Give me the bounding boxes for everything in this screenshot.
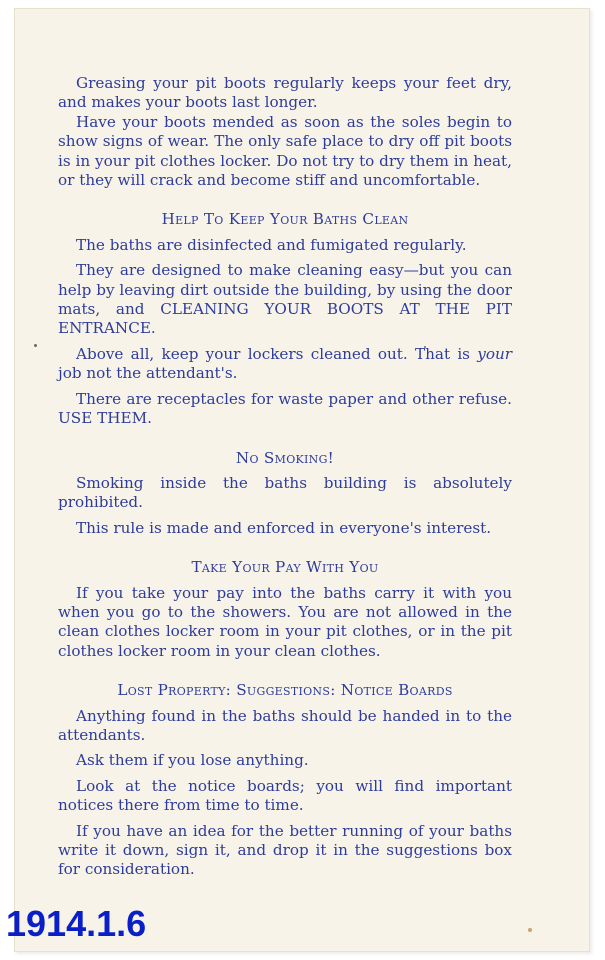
lockers-text-emphasis: your bbox=[477, 344, 512, 363]
paragraph-ask-them: Ask them if you lose anything. bbox=[76, 751, 309, 770]
intro-paragraph-boots-grease: Greasing your pit boots regularly keeps your feet dry, and makes your boots last longer. bbox=[58, 74, 512, 112]
paragraph-lockers bbox=[58, 345, 512, 384]
document-body bbox=[58, 74, 512, 886]
speck-mark bbox=[528, 928, 532, 932]
lockers-text-end: job not the attendant's. bbox=[58, 364, 238, 383]
lockers-text-start: Above all, keep your lockers cleaned out. That is bbox=[76, 344, 478, 363]
heading-keep-baths-clean: Help To Keep Your Baths Clean bbox=[161, 210, 409, 229]
paragraph-found-items: Anything found in the baths should be handed in to the attendants. bbox=[58, 706, 512, 744]
paragraph-pay-showers: If you take your pay into the baths carry it with you when you go to the showers. You are not allowed in the clean clothes locker room in your pit clothes, or in the pit clothes locker room in your clean clothes. bbox=[58, 583, 512, 660]
paragraph-suggestions: If you have an idea for the better running of your baths write it down, sign it, and drop it in the suggestions box for consideration. bbox=[58, 821, 512, 879]
speck-mark bbox=[34, 344, 37, 347]
paragraph-disinfected: The baths are disinfected and fumigated regularly. bbox=[76, 235, 467, 254]
paragraph-notice-boards: Look at the notice boards; you will find important notices there from time to time. bbox=[58, 776, 512, 815]
paragraph-receptacles: There are receptacles for waste paper and other refuse. USE THEM. bbox=[58, 389, 512, 428]
heading-take-pay: Take Your Pay With You bbox=[191, 558, 379, 577]
intro-paragraph-boots-mend: Have your boots mended as soon as the soles begin to show signs of wear. The only safe place to dry off pit boots is in your pit clothes locker. Do not try to dry them in heat, or they will crack and become stiff and uncomfortable. bbox=[58, 112, 512, 190]
heading-lost-property: Lost Property: Suggestions: Notice Boards bbox=[117, 681, 453, 700]
document-page bbox=[14, 8, 590, 952]
paragraph-designed-cleaning: They are designed to make cleaning easy—but you can help by leaving dirt outside the building, by using the door mats, and CLEANING YOUR BOOTS AT THE PIT ENTRANCE. bbox=[58, 261, 512, 338]
paragraph-smoking-prohibited: Smoking inside the baths building is absolutely prohibited. bbox=[58, 473, 512, 512]
paragraph-rule-enforced: This rule is made and enforced in everyone's interest. bbox=[76, 518, 492, 537]
heading-no-smoking: No Smoking! bbox=[235, 448, 335, 467]
catalog-number-label: 1914.1.6 bbox=[6, 903, 147, 944]
